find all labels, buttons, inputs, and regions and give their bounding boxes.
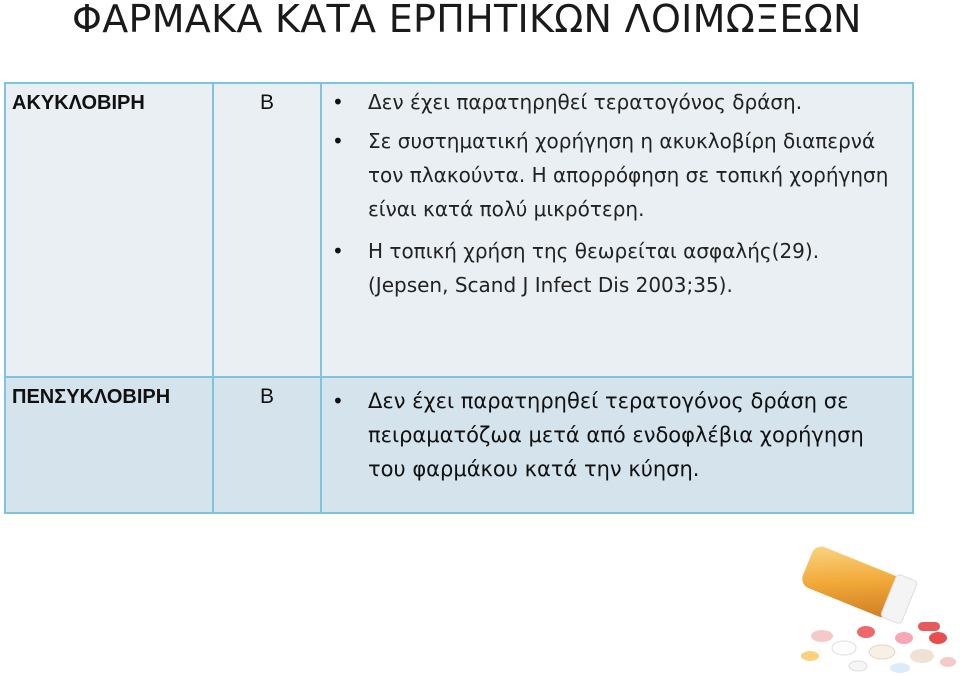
drug-cell [5, 377, 213, 513]
drug-name: ΠΕΝΣΥΚΛΟΒΙΡΗ [12, 386, 171, 408]
category-cell [213, 83, 321, 377]
bullet-icon: • [332, 90, 344, 114]
pills-icon [801, 622, 956, 673]
category-cell [213, 377, 321, 513]
notes-list [322, 84, 912, 302]
table-row [5, 377, 913, 513]
pill-bottle-icon [799, 544, 918, 625]
drug-table [4, 82, 914, 514]
drug-cell [5, 83, 213, 377]
table-row [5, 83, 913, 377]
bullet-icon: • [332, 129, 344, 153]
list-item [332, 234, 902, 302]
page-title: ΦΑΡΜΑΚΑ ΚΑΤΑ ΕΡΠΗΤΙΚΩΝ ΛΟΙΜΩΞΕΩΝ [72, 0, 862, 41]
list-item [332, 384, 902, 486]
notes-cell [321, 83, 913, 377]
pregnancy-category: Β [260, 91, 275, 114]
note-text: Δεν έχει παρατηρηθεί τερατογόνος δράση. [368, 90, 803, 114]
notes-cell [321, 377, 913, 513]
pills-illustration [782, 540, 960, 677]
note-text: Η τοπική χρήση της θεωρείται ασφαλής(29). (Jepsen, Scand J Infect Dis 2003;35). [368, 239, 820, 297]
note-text: Δεν έχει παρατηρηθεί τερατογόνος δράση σε πειραματόζωα μετά από ενδοφλέβια χορήγηση του φαρμάκου κατά την κύηση. [368, 389, 864, 481]
bullet-icon: • [332, 389, 344, 413]
bullet-icon: • [332, 239, 344, 263]
list-item [332, 124, 902, 226]
drug-name: ΑΚΥΚΛΟΒΙΡΗ [12, 92, 145, 114]
list-item [332, 90, 902, 114]
pregnancy-category: Β [260, 385, 275, 408]
note-text: Σε συστηματική χορήγηση η ακυκλοβίρη διαπερνά τον πλακούντα. Η απορρόφηση σε τοπική χορήγηση είναι κατά πολύ μικρότερη. [368, 129, 889, 221]
notes-list [322, 378, 912, 486]
